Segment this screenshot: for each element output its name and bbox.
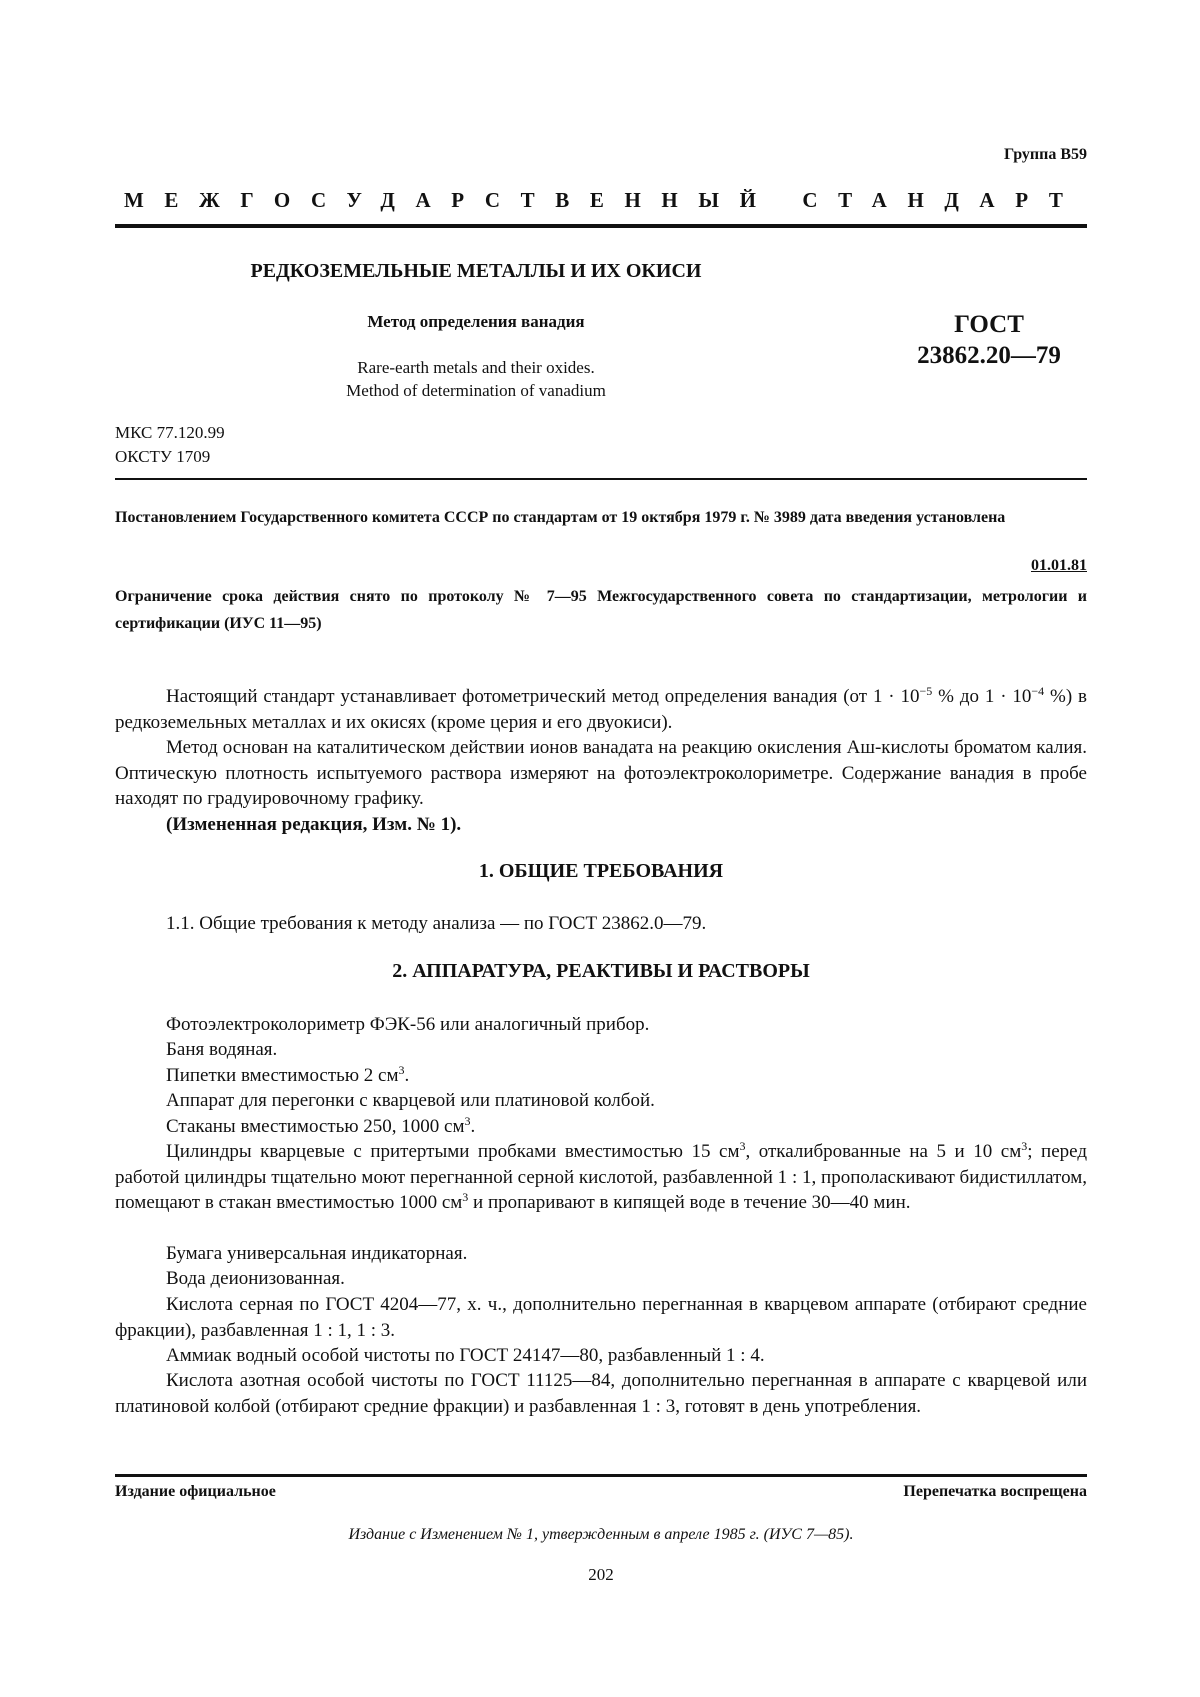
equipment-item-7: Бумага универсальная индикаторная. [166,1243,468,1264]
exponent-1: −5 [919,684,933,698]
limitation-text: Ограничение срока действия снято по протоколу № 7—95 Межгосударственного совета по стандартизации, метрологии и сертификации (ИУС 11—95) [115,588,1087,632]
cylinders-text-d: и пропаривают в кипящей воде в течение 30—40 мин. [468,1192,911,1213]
intro-text-c: %) в редкоземельных металлах и их окисях (кроме церия и его двуокиси). [115,686,1087,733]
superscript-3: 3 [462,1190,469,1204]
standard-type-banner: МЕЖГОСУДАРСТВЕННЫЙ СТАНДАРТ [124,188,1084,212]
cylinders-text-c: ; перед работой цилиндры тщательно моют перегнанной серной кислотой, разбавленной 1 : 1, прополаскивают бидистиллатом, помещают в стакан вместимостью 1000 см [115,1141,1087,1213]
english-title [115,356,837,402]
intro-paragraph-2: Метод основан на каталитическом действии ионов ванадата на реакцию окисления Аш-кислоты броматом калия. Оптическую плотность испытуемого раствора измеряют на фотоэлектроколориметре. Содержание ванадия в пробе находят по градуировочному графику. [115,737,1087,809]
exponent-2: −4 [1031,684,1045,698]
official-edition-label: Издание официальное [115,1483,276,1500]
equipment-item-9: Кислота серная по ГОСТ 4204—77, х. ч., дополнительно перегнанная в кварцевом аппарате (отбирают средние фракции), разбавленная 1 : 1, 1 : 3. [115,1294,1087,1341]
equipment-item-3 [115,1063,1087,1089]
gost-label: ГОСТ [954,311,1024,338]
gost-designation [850,309,1128,371]
codes-rule [115,478,1087,480]
okstu-code: ОКСТУ 1709 [115,447,211,466]
english-title-line2: Method of determination of vanadium [346,381,606,400]
intro-paragraph-1 [115,684,1087,735]
page-number: 202 [588,1565,614,1584]
section-2-heading: 2. АППАРАТУРА, РЕАКТИВЫ И РАСТВОРЫ [392,960,810,982]
document-subtitle: Метод определения ванадия [367,312,585,331]
section-1-paragraph: 1.1. Общие требования к методу анализа — по ГОСТ 23862.0—79. [166,913,707,934]
header-rule [115,224,1087,228]
period: . [470,1116,476,1137]
edition-note: Издание с Изменением № 1, утвержденным в апреле 1985 г. (ИУС 7—85). [348,1526,854,1543]
superscript-3: 3 [1021,1139,1028,1153]
cylinders-text-a: Цилиндры кварцевые с притертыми пробками вместимостью 15 см [166,1141,740,1162]
superscript-3: 3 [464,1114,471,1128]
footer-rule [115,1474,1087,1477]
equipment-item-10: Аммиак водный особой чистоты по ГОСТ 24147—80, разбавленный 1 : 4. [166,1345,765,1366]
pipettes-text: Пипетки вместимостью 2 см [166,1065,399,1086]
english-title-line1: Rare-earth metals and their oxides. [357,358,595,377]
equipment-item-11: Кислота азотная особой чистоты по ГОСТ 11125—84, дополнительно перегнанная в аппарате с кварцевой или платиновой колбой (отбирают средние фракции) и разбавленная 1 : 3, готовят в день употребления. [115,1370,1087,1417]
mks-code: МКС 77.120.99 [115,423,225,442]
group-label: Группа В59 [1004,146,1087,163]
intro-text-b: % до 1 · 10 [932,686,1032,707]
document-title: РЕДКОЗЕМЕЛЬНЫЕ МЕТАЛЛЫ И ИХ ОКИСИ [250,260,702,282]
period: . [404,1065,410,1086]
equipment-item-5 [115,1114,1087,1140]
classification-codes [115,421,225,469]
equipment-item-6 [115,1139,1087,1216]
equipment-item-1: Фотоэлектроколориметр ФЭК-56 или аналогичный прибор. [166,1014,650,1035]
introduction-date: 01.01.81 [1031,557,1087,574]
superscript-3: 3 [398,1063,405,1077]
amendment-note: (Измененная редакция, Изм. № 1). [166,814,462,835]
equipment-item-8: Вода деионизованная. [166,1268,345,1289]
gost-number: 23862.20—79 [917,342,1061,369]
reprint-prohibited-label: Перепечатка воспрещена [903,1483,1087,1500]
cylinders-text-b: , откалиброванные на 5 и 10 см [745,1141,1022,1162]
intro-text-a: Настоящий стандарт устанавливает фотометрический метод определения ванадия (от 1 · 10 [166,686,920,707]
decree-text: Постановлением Государственного комитета СССР по стандартам от 19 октября 1979 г. № 3989 дата введения установлена [115,509,1006,526]
section-1-heading: 1. ОБЩИЕ ТРЕБОВАНИЯ [478,860,724,882]
equipment-item-4: Аппарат для перегонки с кварцевой или платиновой колбой. [166,1090,655,1111]
equipment-item-2: Баня водяная. [166,1039,278,1060]
beakers-text: Стаканы вместимостью 250, 1000 см [166,1116,465,1137]
superscript-3: 3 [739,1139,746,1153]
